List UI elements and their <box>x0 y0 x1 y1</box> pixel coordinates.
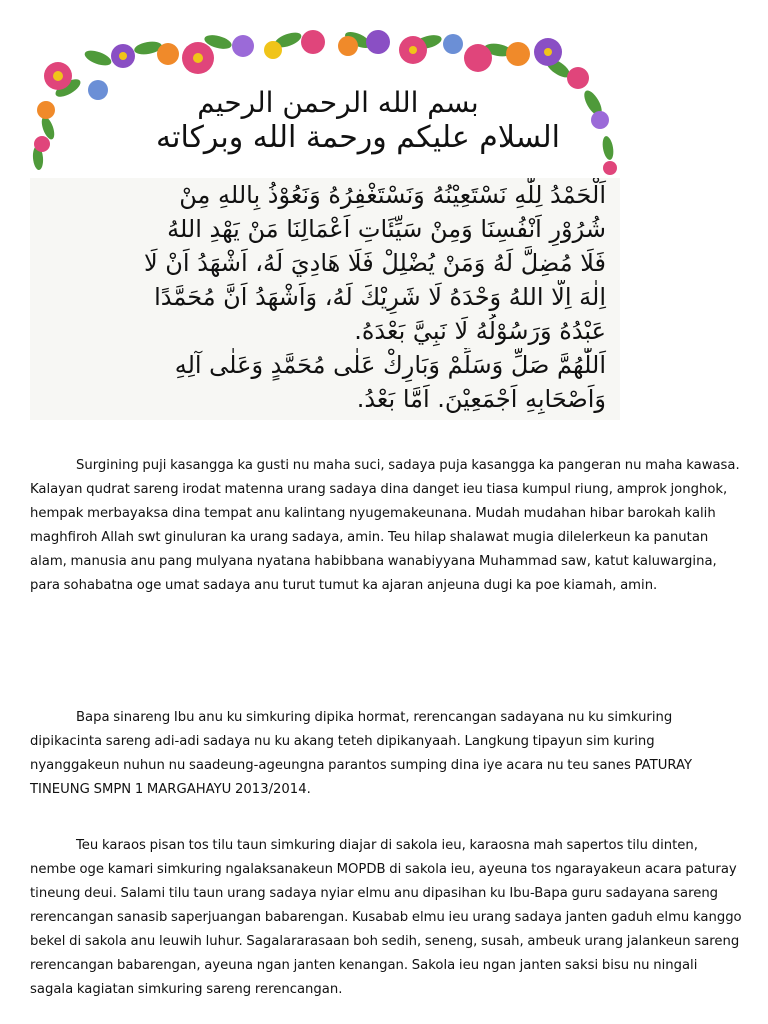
salam-greeting-text: السلام عليكم ورحمة الله وبركاته <box>156 120 560 155</box>
greeting-paragraph: Bapa sinareng Ibu anu ku simkuring dipika hormat, rerencangan sadayana nu ku simkuring dipikacinta sareng adi-adi sadaya nu ku akang teteh dipikanyaah. Langkung tipayun sim kuring nyanggakeun nuhun nu saadeung-ageungna parantos sumping dina iye acara nu teu sanes PATURAY TINEUNG SMPN 1 MARGAHAYU 2013/2014. <box>30 710 693 797</box>
arabic-line: اَللّٰهُمَّ صَلِّ وَسَلِّمْ وَبَارِكْ عَلٰى مُحَمَّدٍ وَعَلٰى آلِهِ <box>174 351 606 379</box>
reflection-paragraph: Teu karaos pisan tos tilu taun simkuring diajar di sakola ieu, karaosna mah sapertos tilu dinten, nembe oge kamari simkuring ngalaksanakeun MOPDB di sakola ieu, ayeuna tos ngarayakeun acara paturay tineung deui. Salami tilu taun urang sadaya nyiar elmu anu dipasihan ku Ibu-Bapa guru sadayana sareng rerencangan sanasib saperjuangan babarengan. Kusabab elmu ieu urang sadaya janten gaduh elmu kanggo bekel di sakola anu leuwih luhur. Sagalararasaan boh sedih, seneng, susah, ambeuk urang jalankeun sareng rerencangan babarengan, ayeuna ngan janten kenangan. Sakola ieu ngan janten saksi bisu nu ningali sagala kagiatan simkuring sareng rerencangan. <box>30 838 742 997</box>
arabic-line: شُرُوْرِ اَنْفُسِنَا وَمِنْ سَيِّئَاتِ اَعْمَالِنَا مَنْ يَهْدِ اللهُ <box>167 215 606 243</box>
arabic-line: اَلْحَمْدُ لِلّٰهِ نَسْتَعِيْنُهُ وَنَسْتَغْفِرُهُ وَنَعُوْذُ بِاللهِ مِنْ <box>179 181 606 209</box>
arabic-khutbah-block <box>30 178 620 420</box>
basmalah-text: بسم الله الرحمن الرحيم <box>197 86 479 119</box>
arabic-line: عَبْدُهُ وَرَسُوْلُهُ لَا نَبِيَّ بَعْدَهُ. <box>354 317 606 345</box>
arabic-line: فَلَا مُضِلَّ لَهُ وَمَنْ يُضْلِلْ فَلَا هَادِيَ لَهُ، اَشْهَدُ اَنْ لَا <box>143 249 606 277</box>
arabic-line: وَاَصْحَابِهِ اَجْمَعِيْنَ. اَمَّا بَعْدُ. <box>356 385 606 413</box>
arabic-line: اِلٰهَ اِلَّا اللهُ وَحْدَهُ لَا شَرِيْكَ لَهُ، وَاَشْهَدُ اَنَّ مُحَمَّدًا <box>154 283 606 311</box>
greeting-card <box>28 28 618 178</box>
opening-paragraph: Surgining puji kasangga ka gusti nu maha suci, sadaya puja kasangga ka pangeran nu maha kawasa. Kalayan qudrat sareng irodat matenna urang sadaya dina danget ieu tiasa kumpul riung, amprok jonghok, hempak merbayaksa dina tempat anu kalintang nyugemakeunana. Mudah mudahan hibar barokah kalih maghfiroh Allah swt ginuluran ka urang sadaya, amin. Teu hilap shalawat mugia dilelerkeun ka panutan alam, manusia anu pang mulyana nyatana habibbana wanabiyyana Muhammad saw, katut kaluwargina, para sohabatna oge umat sadaya anu turut tumut ka ajaran anjeuna dugi ka poe kiamah, amin. <box>30 458 740 593</box>
